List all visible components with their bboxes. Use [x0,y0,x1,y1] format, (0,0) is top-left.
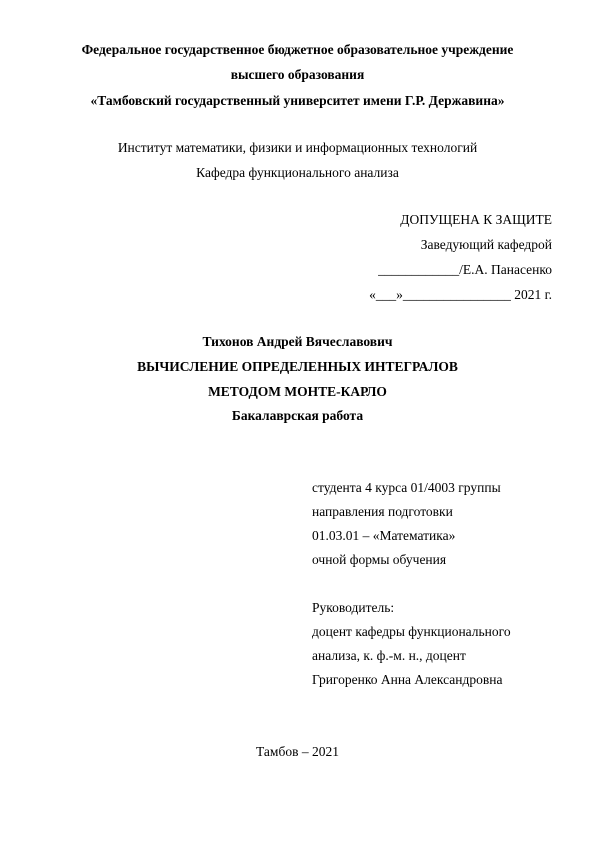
student-info-line-2: направления подготовки [312,504,453,519]
institute-name: Институт математики, физики и информационных технологий [117,140,478,155]
supervisor-line-2: анализа, к. ф.-м. н., доцент [312,648,466,663]
approval-position: Заведующий кафедрой [420,237,552,252]
student-info-line-4: очной формы обучения [312,552,447,567]
work-type: Бакалаврская работа [231,408,364,423]
work-title-line-1: ВЫЧИСЛЕНИЕ ОПРЕДЕЛЕННЫХ ИНТЕГРАЛОВ [137,359,458,374]
approval-date: «___»________________ 2021 г. [369,287,552,302]
org-line-1: Федеральное государственное бюджетное образовательное учреждение [81,42,514,57]
supervisor-line-1: доцент кафедры функционального [312,624,511,639]
supervisor-name: Григоренко Анна Александровна [312,672,503,687]
supervisor-label: Руководитель: [312,600,395,615]
department-name: Кафедра функционального анализа [196,165,399,180]
approval-signature: ____________/Е.А. Панасенко [378,262,552,277]
student-info-line-3: 01.03.01 – «Математика» [312,528,456,543]
author-name: Тихонов Андрей Вячеславович [202,334,393,349]
city-year: Тамбов – 2021 [256,744,339,759]
approval-title: ДОПУЩЕНА К ЗАЩИТЕ [400,212,552,227]
student-info-line-1: студента 4 курса 01/4003 группы [312,480,501,495]
university-name: «Тамбовский государственный университет имени Г.Р. Державина» [90,93,505,108]
work-title-line-2: МЕТОДОМ МОНТЕ-КАРЛО [208,384,387,399]
org-line-2: высшего образования [230,67,365,82]
